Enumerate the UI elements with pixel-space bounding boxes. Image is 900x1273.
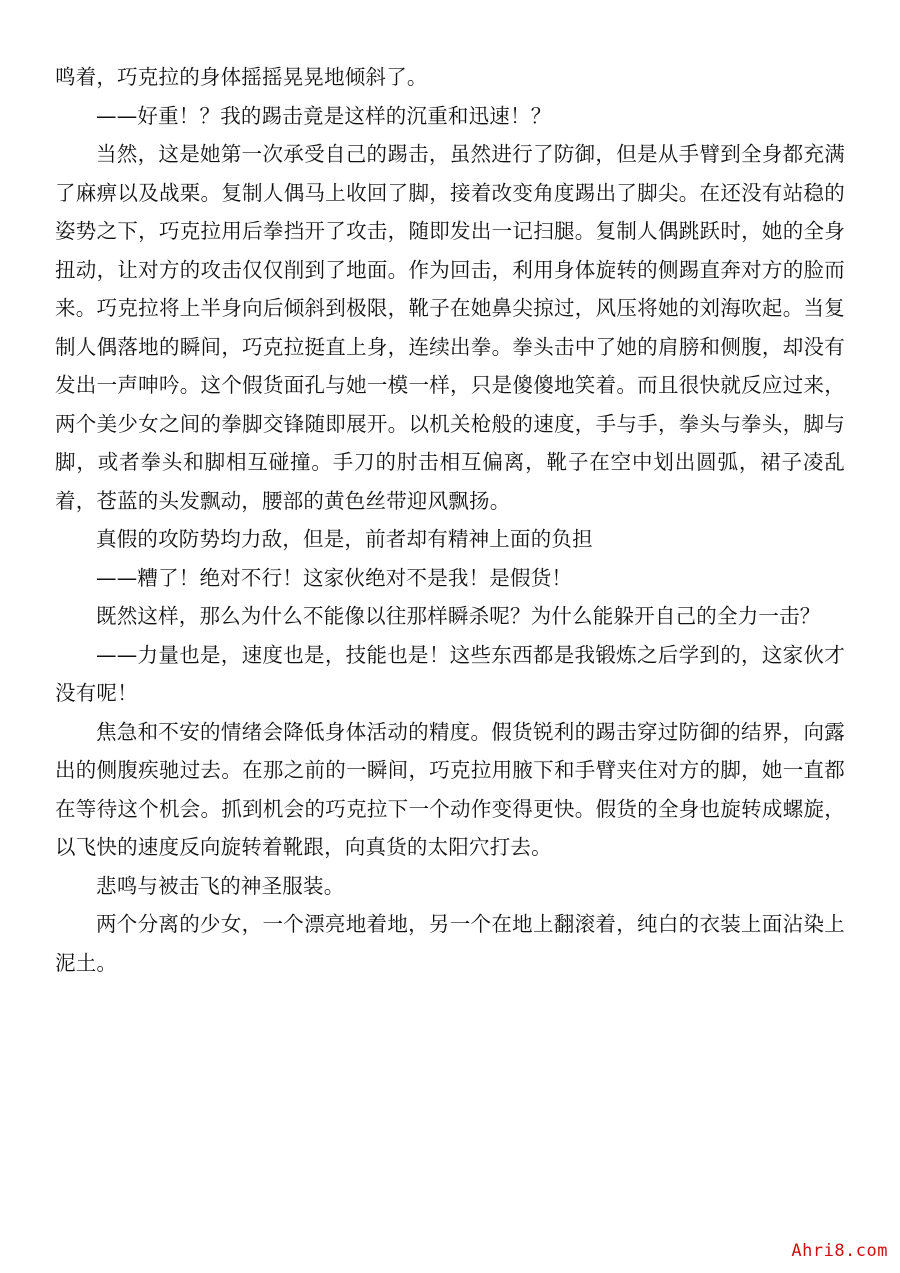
text-column (55, 58, 845, 982)
watermark-text: Ahri8.com (791, 1241, 888, 1261)
paragraph: 既然这样，那么为什么不能像以往那样瞬杀呢？为什么能躲开自己的全力一击？ (96, 604, 821, 628)
paragraph: ——好重！？我的踢击竟是这样的沉重和迅速！？ (96, 103, 552, 128)
paragraph: 鸣着，巧克拉的身体摇摇晃晃地倾斜了。 (55, 65, 428, 89)
paragraph: 两个分离的少女，一个漂亮地着地，另一个在地上翻滚着，纯白的衣装上面沾染上泥土。 (55, 912, 845, 975)
paragraph: ——糟了！绝对不行！这家伙绝对不是我！是假货！ (96, 565, 573, 590)
paragraph: 悲鸣与被击飞的神圣服装。 (96, 873, 345, 898)
paragraph: 当然，这是她第一次承受自己的踢击，虽然进行了防御，但是从手臂到全身都充满了麻痹以及战栗。复制人偶马上收回了脚，接着改变角度踢出了脚尖。在还没有站稳的姿势之下，巧克拉用后拳挡开了攻击，随即发出一记扫腿。复制人偶跳跃时，她的全身扭动，让对方的攻击仅仅削到了地面。作为回击，利用身体旋转的侧踢直奔对方的脸而来。巧克拉将上半身向后倾斜到极限，靴子在她鼻尖掠过，风压将她的刘海吹起。当复制人偶落地的瞬间，巧克拉挺直上身，连续出拳。拳头击中了她的肩膀和侧腹，却没有发出一声呻吟。这个假货面孔与她一模一样，只是傻傻地笑着。而且很快就反应过来，两个美少女之间的拳脚交锋随即展开。以机关枪般的速度，手与手，拳头与拳头，脚与脚，或者拳头和脚相互碰撞。手刀的肘击相互偏离，靴子在空中划出圆弧，裙子凌乱着，苍蓝的头发飘动，腰部的黄色丝带迎风飘扬。 (55, 142, 845, 513)
paragraph: 焦急和不安的情绪会降低身体活动的精度。假货锐利的踢击穿过防御的结界，向露出的侧腹疾驰过去。在那之前的一瞬间，巧克拉用腋下和手臂夹住对方的脚，她一直都在等待这个机会。抓到机会的巧克拉下一个动作变得更快。假货的全身也旋转成螺旋，以飞快的速度反向旋转着靴跟，向真货的太阳穴打去。 (55, 719, 845, 859)
paragraph: 真假的攻防势均力敌，但是，前者却有精神上面的负担 (96, 527, 593, 551)
paragraph: ——力量也是，速度也是，技能也是！这些东西都是我锻炼之后学到的，这家伙才没有呢！ (55, 642, 845, 705)
